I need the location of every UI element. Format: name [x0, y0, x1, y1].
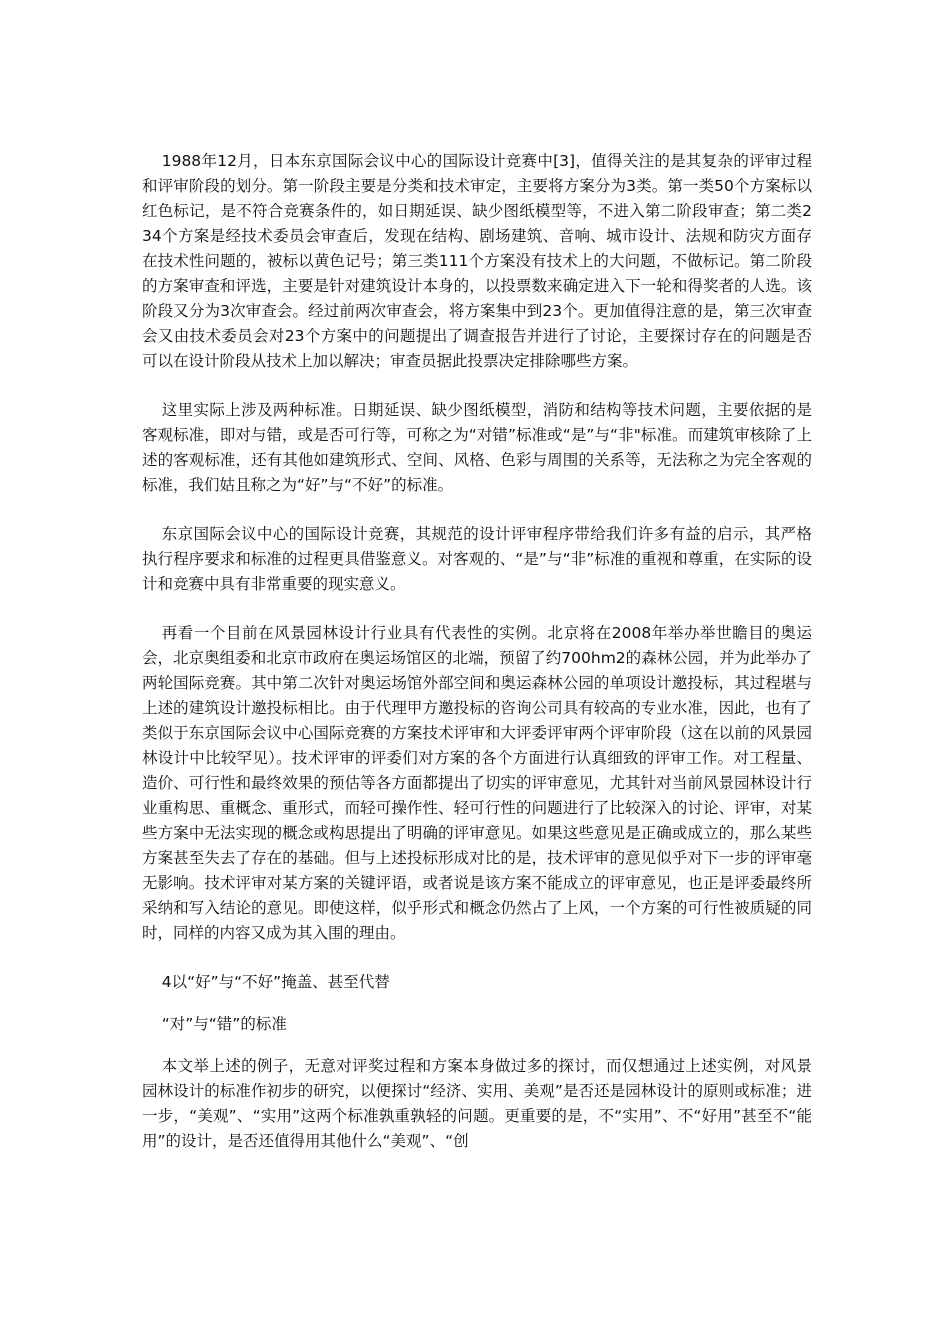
paragraph-tokyo-lessons: 东京国际会议中心的国际设计竞赛，其规范的设计评审程序带给我们许多有益的启示，其严格执行程序要求和标准的过程更具借鉴意义。对客观的、“是”与“非”标准的重视和尊重，在实际的设计和竞赛中具有非常重要的现实意义。 — [142, 525, 812, 593]
paragraph-conclusion-intro: 本文举上述的例子，无意对评奖过程和方案本身做过多的探讨，而仅想通过上述实例，对风景园林设计的标准作初步的研究，以便探讨“经济、实用、美观”是否还是园林设计的原则或标准；进一步，“美观”、“实用”这两个标准孰重孰轻的问题。更重要的是，不“实用”、不“好用”甚至不“能用”的设计，是否还值得用其他什么“美观”、“创 — [142, 1057, 812, 1150]
document-body — [142, 149, 812, 1178]
paragraph-tokyo-competition: 1988年12月，日本东京国际会议中心的国际设计竞赛中[3]，值得关注的是其复杂的评审过程和评审阶段的划分。第一阶段主要是分类和技术审定，主要将方案分为3类。第一类50个方案标以红色标记，是不符合竞赛条件的，如日期延误、缺少图纸模型等，不进入第二阶段审查；第二类234个方案是经技术委员会审查后，发现在结构、剧场建筑、音响、城市设计、法规和防灾方面存在技术性问题的，被标以黄色记号；第三类111个方案没有技术上的大问题，不做标记。第二阶段的方案审查和评选，主要是针对建筑设计本身的，以投票数来确定进入下一轮和得奖者的人选。该阶段又分为3次审查会。经过前两次审查会，将方案集中到23个。更加值得注意的是，第三次审查会又由技术委员会对23个方案中的问题提出了调查报告并进行了讨论，主要探讨存在的问题是否可以在设计阶段从技术上加以解决；审查员据此投票决定排除哪些方案。 — [142, 152, 812, 370]
paragraph-beijing-olympic-park: 再看一个目前在风景园林设计行业具有代表性的实例。北京将在2008年举办举世瞻目的奥运会，北京奥组委和北京市政府在奥运场馆区的北端，预留了约700hm2的森林公园，并为此举办了两轮国际竞赛。其中第二次针对奥运场馆外部空间和奥运森林公园的单项设计邀投标，其过程堪与上述的建筑设计邀投标相比。由于代理甲方邀投标的咨询公司具有较高的专业水准，因此，也有了类似于东京国际会议中心国际竞赛的方案技术评审和大评委评审两个评审阶段（这在以前的风景园林设计中比较罕见）。技术评审的评委们对方案的各个方面进行认真细致的评审工作。对工程量、造价、可行性和最终效果的预估等各方面都提出了切实的评审意见，尤其针对当前风景园林设计行业重构思、重概念、重形式，而轻可操作性、轻可行性的问题进行了比较深入的讨论、评审，对某些方案中无法实现的概念或构思提出了明确的评审意见。如果这些意见是正确或成立的，那么某些方案甚至失去了存在的基础。但与上述投标形成对比的是，技术评审的意见似乎对下一步的评审毫无影响。技术评审对某方案的关键评语，或者说是该方案不能成立的评审意见，也正是评委最终所采纳和写入结论的意见。即使这样，似乎形式和概念仍然占了上风，一个方案的可行性被质疑的同时，同样的内容又成为其入围的理由。 — [142, 624, 812, 942]
section-heading-line-2: “对”与“错”的标准 — [161, 1015, 287, 1033]
section-heading-line-1: 4以“好”与“不好”掩盖、甚至代替 — [161, 973, 390, 991]
paragraph-two-standards: 这里实际上涉及两种标准。日期延误、缺少图纸模型，消防和结构等技术问题，主要依据的是客观标准，即对与错，或是否可行等，可称之为“对错”标准或“是”与“非"标准。而建筑审核除了上述的客观标准，还有其他如建筑形式、空间、风格、色彩与周围的关系等，无法称之为完全客观的标准，我们姑且称之为“好”与“不好”的标准。 — [142, 401, 812, 494]
